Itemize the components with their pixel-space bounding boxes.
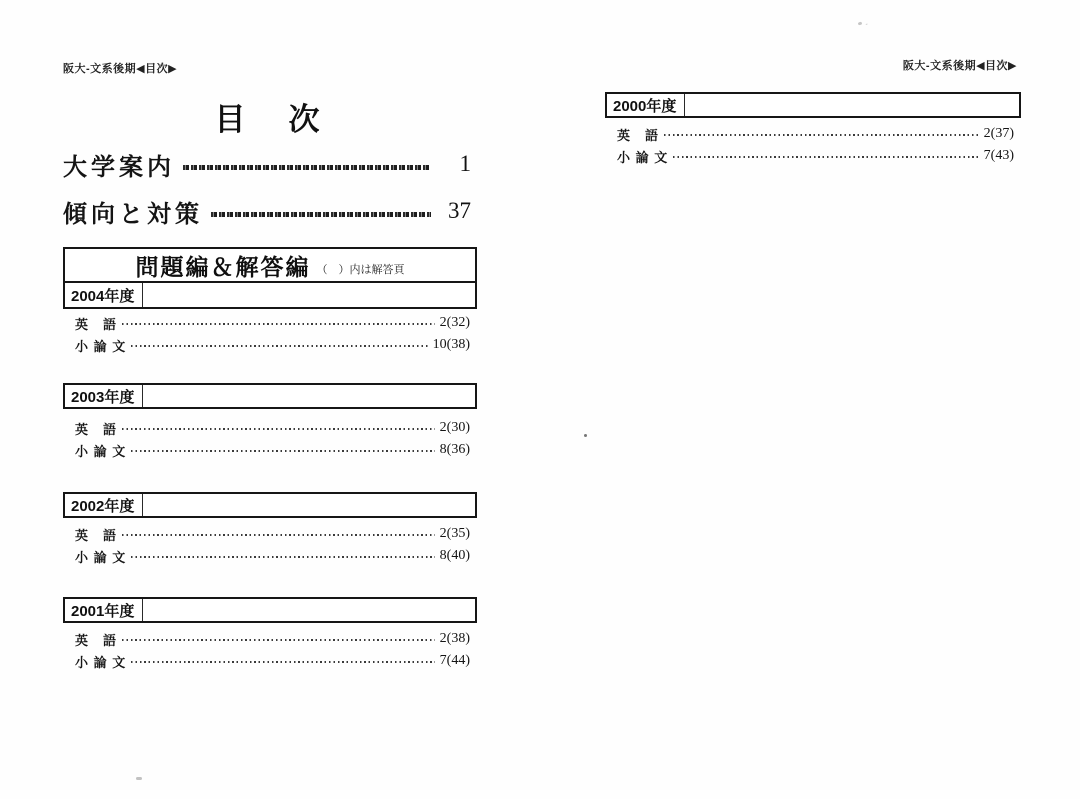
section-note: （ ）内は解答頁 [316, 264, 405, 276]
entries-2000 [617, 123, 1014, 167]
year-box-2003 [63, 383, 477, 409]
toc-entry [617, 123, 1014, 145]
front-matter-label: 大学案内 [63, 153, 175, 181]
entries-2002 [75, 523, 470, 567]
toc-entry [617, 145, 1014, 167]
page-number: 37 [448, 198, 471, 223]
toc-entry [75, 650, 470, 672]
entry-page: 2(37) [983, 126, 1014, 141]
dot-leader [122, 534, 435, 536]
page-number: 1 [459, 151, 471, 176]
toc-entry [75, 417, 470, 439]
dot-leader [131, 345, 427, 347]
dot-leader [211, 212, 431, 217]
entry-page: 8(40) [439, 548, 470, 563]
toc-entry [75, 334, 470, 356]
dot-leader [131, 556, 434, 558]
dot-leader [122, 323, 435, 325]
entry-label: 小 論 文 [75, 654, 127, 670]
entry-page: 7(43) [983, 148, 1014, 163]
toc-entry [75, 439, 470, 461]
year-label: 2001年度 [65, 599, 143, 621]
dot-leader [673, 156, 978, 158]
dot-leader [183, 165, 431, 170]
entries-2003 [75, 417, 470, 461]
entry-label: 英 語 [75, 527, 118, 543]
entry-page: 2(38) [439, 631, 470, 646]
entry-page: 2(30) [439, 420, 470, 435]
entry-label: 英 語 [75, 421, 118, 437]
entry-label: 英 語 [75, 316, 118, 332]
scan-speck [858, 21, 863, 25]
year-box-2002 [63, 492, 477, 518]
entry-page: 2(32) [439, 315, 470, 330]
toc-entry [75, 545, 470, 567]
year-box-2001 [63, 597, 477, 623]
entries-2001 [75, 628, 470, 672]
dot-leader [122, 639, 435, 641]
page-title: 目 次 [214, 102, 326, 137]
running-header-right: 阪大-文系後期◀目次▶ [902, 60, 1017, 72]
year-label: 2004年度 [65, 283, 143, 307]
front-matter-label: 傾向と対策 [63, 200, 203, 228]
entry-page: 8(36) [439, 442, 470, 457]
toc-entry [75, 523, 470, 545]
year-label: 2002年度 [65, 494, 143, 516]
toc-entry [75, 628, 470, 650]
front-matter-row [63, 146, 471, 182]
entry-label: 英 語 [75, 632, 118, 648]
entry-label: 小 論 文 [75, 549, 127, 565]
entries-2004 [75, 312, 470, 356]
entry-label: 小 論 文 [75, 338, 127, 354]
section-title-row [65, 249, 475, 283]
entry-page: 10(38) [432, 337, 470, 352]
entry-label: 小 論 文 [75, 443, 127, 459]
year-label: 2003年度 [65, 385, 143, 407]
entry-label: 小 論 文 [617, 149, 669, 165]
section-header-box [63, 247, 477, 309]
entry-label: 英 語 [617, 127, 660, 143]
front-matter-row [63, 193, 471, 229]
dot-leader [664, 134, 979, 136]
toc-entry [75, 312, 470, 334]
year-box-2004 [65, 283, 475, 307]
dot-leader [122, 428, 435, 430]
dot-leader [131, 450, 434, 452]
section-title: 問題編＆解答編 [135, 253, 311, 280]
entry-page: 7(44) [439, 653, 470, 668]
scan-speck [584, 434, 587, 437]
year-label: 2000年度 [607, 94, 685, 116]
scan-speck [136, 777, 142, 780]
entry-page: 2(35) [439, 526, 470, 541]
dot-leader [131, 661, 434, 663]
running-header-left: 阪大-文系後期◀目次▶ [63, 63, 178, 75]
year-box-2000 [605, 92, 1021, 118]
